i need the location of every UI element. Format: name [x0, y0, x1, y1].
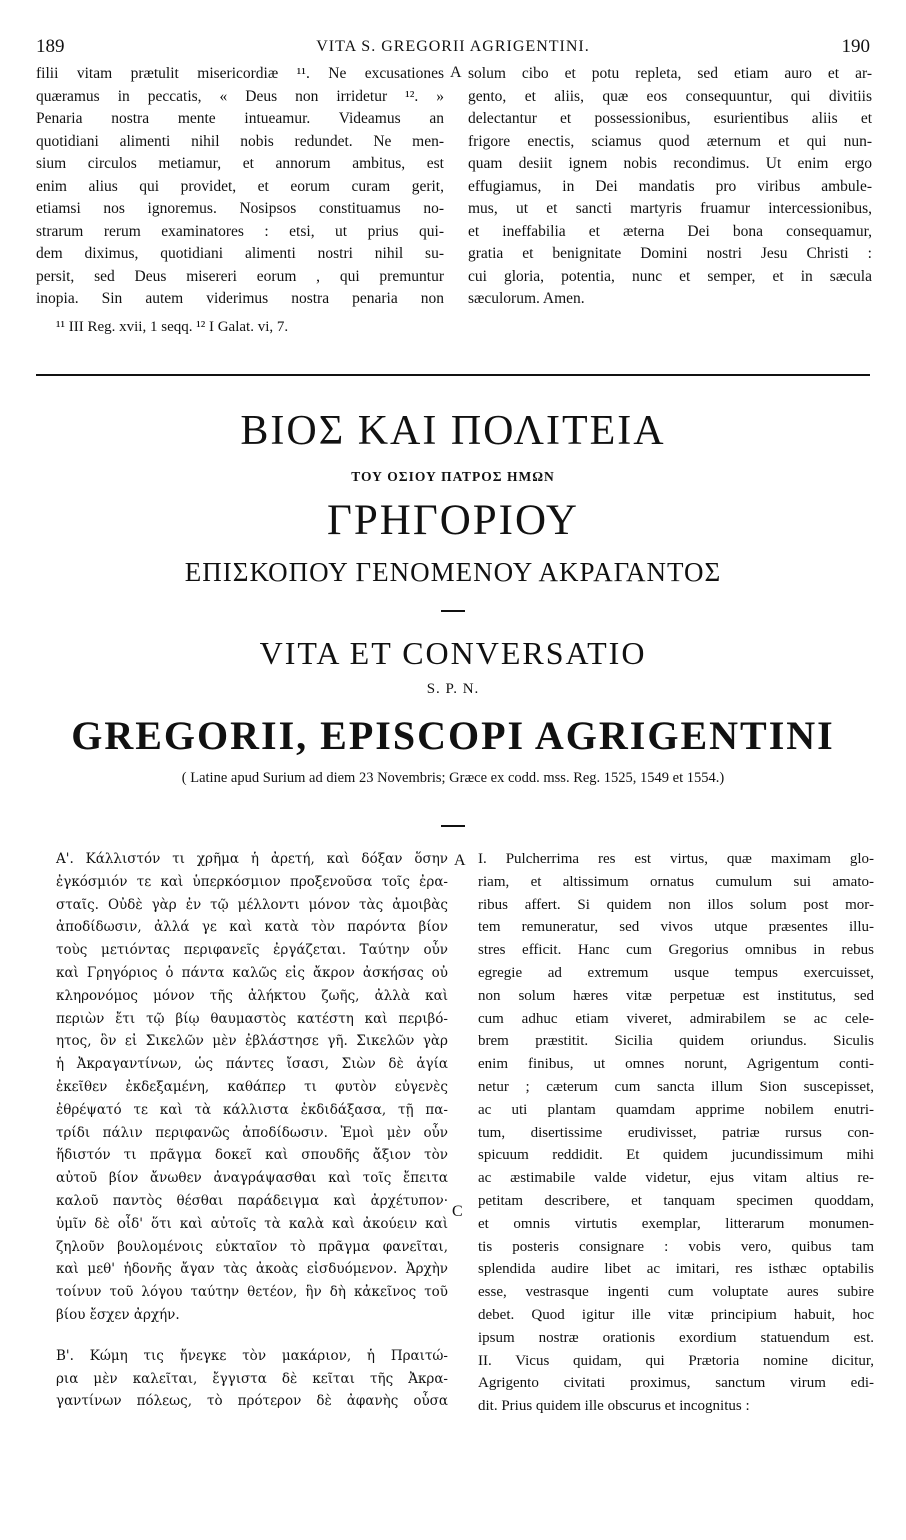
- text-line: delectantur et possessionibus, esurientibus aliis et: [468, 110, 872, 127]
- latin-subtitle: S. P. N.: [426, 681, 480, 697]
- text-line: κληρονόμος μόνον τῆς ἀλήκτου ζωῆς, ἀλλὰ καὶ: [56, 987, 448, 1004]
- text-line: ἥδιστόν τι πρᾶγμα δοκεῖ καὶ σπουδῆς ἄξιον τὸν: [56, 1147, 448, 1164]
- text-line: καὶ Γρηγόριος ὁ πάντα καλῶς εἰς ἄκρον ἀσκήσας οὐ: [56, 964, 448, 981]
- text-line: frigore enectis, sciamus quod æternum et qui nun-: [468, 132, 872, 150]
- margin-marker-a-body: A: [454, 852, 466, 869]
- text-line: ἀποδίδωσιν, ἀλλά γε καὶ κατὰ τὸν παρόντα βίον: [56, 919, 448, 936]
- text-line: I. Pulcherrima res est virtus, quæ maximam glo-: [478, 851, 874, 867]
- text-line: egregie ad extremum usque tempus exercuisset,: [478, 964, 874, 981]
- text-line: sium circulos metiamur, et annorum ambitus, est: [36, 155, 444, 172]
- text-line: ητος, ὃν εἰ Σικελῶν μὲν ἐβλάστησε γῆ. Σικελῶν γὰρ: [56, 1033, 448, 1050]
- text-line: ἐγκόσμιόν τε καὶ ὑπερκόσμιον προξενοῦσα τοῖς ἐρα-: [56, 873, 448, 890]
- text-line: etiamsi nos ignoremus. Nosipsos constituamus no-: [36, 200, 444, 217]
- source-note: ( Latine apud Surium ad diem 23 Novembris; Græce ex codd. mss. Reg. 1525, 1549 et 1554.): [181, 770, 725, 786]
- text-line: persit, sed Deus misereri eorum , qui premuntur: [36, 267, 444, 285]
- text-line: ac uti plantam quamdam apprime nobilem enutri-: [478, 1101, 874, 1118]
- text-line: petitam describere, et tanquam specimen quoddam,: [478, 1192, 874, 1209]
- text-line: stres efficit. Hanc cum Gregorius omnibus in rebus: [478, 942, 874, 959]
- latin-main-title: VITA ET CONVERSATIO: [259, 635, 647, 671]
- text-line: Β'. Κώμη τις ἤνεγκε τὸν μακάριον, ἡ Πραιτώ-: [56, 1347, 448, 1364]
- latin-name-title: GREGORII, EPISCOPI AGRIGENTINI: [71, 713, 835, 758]
- text-line: ἐκεῖθεν ἐκδεξαμένη, καθάπερ τι φυτὸν εὐγενὲς: [56, 1078, 448, 1095]
- text-line: καλοῦ παντὸς θέσθαι παράδειγμα καὶ ἀρχέτυπον·: [56, 1192, 448, 1209]
- text-line: netur ; cæterum cum sancta illum Sion suscepisset,: [478, 1078, 874, 1095]
- text-line: σταῖς. Οὐδὲ γὰρ ἐν τῷ μέλλοντι μόνον τὰς ἀμοιβὰς: [56, 896, 448, 913]
- running-title: VITA S. GREGORII AGRIGENTINI.: [316, 38, 590, 55]
- running-header: [36, 36, 870, 58]
- text-line: τρίδι πάλιν περιφανῶς ἀποδίδωσιν. Ἐμοὶ μὲν οὖν: [56, 1124, 448, 1141]
- text-line: βίου ἔσχεν ἀρχήν.: [56, 1306, 180, 1323]
- text-line: ribus affert. Si quidem non illos solum post mor-: [478, 896, 874, 913]
- text-line: enim finibus, ut omnes norunt, Agrigentum conti-: [478, 1056, 874, 1073]
- text-line: enim alius qui providet, et eorum curam gerit,: [36, 177, 444, 195]
- text-line: non solum hæres vitæ perpetuæ est institutus, sed: [478, 987, 874, 1004]
- text-line: τοίνυν τοῦ λόγου ταύτην θετέον, ἣν δὴ κἀκεῖνος τοῦ: [56, 1284, 448, 1301]
- text-line: riam, et altissimum ornatus cumulum sui amato-: [478, 873, 874, 890]
- text-line: Α'. Κάλλιστόν τι χρῆμα ἡ ἀρετή, καὶ δόξαν ὅσην: [56, 851, 448, 867]
- text-line: ἐθρέψατό τε καὶ τὰ κάλλιστα ἐκδιδάξασα, τῇ πα-: [56, 1101, 448, 1118]
- text-line: cui gloria, potentia, nunc et semper, et in sæcula: [468, 267, 872, 285]
- text-line: sæculorum. Amen.: [468, 290, 585, 307]
- margin-marker-a-top: A: [450, 64, 462, 81]
- text-line: quam desiit ignem nobis recondimus. Ut enim ergo: [468, 155, 872, 172]
- text-line: effugiamus, in Dei mandatis pro viribus ambule-: [468, 177, 872, 195]
- text-line: καὶ μεθ' ἡδονῆς ἄγαν τὰς ἀκοὰς εἰσδυόμενον. Ἀρχὴν: [56, 1261, 448, 1278]
- margin-marker-c-body: C: [452, 1203, 463, 1220]
- text-line: brem præstitit. Sicilia quidem oriundus. Siculis: [478, 1033, 874, 1050]
- text-line: filii vitam prætulit misericordiæ ¹¹. Ne excusationes: [36, 65, 444, 82]
- top-left-column: [36, 63, 444, 337]
- text-line: περιὼν ἔτι τῷ βίῳ θαυμαστὸς κατέστη καὶ περιβό-: [56, 1010, 448, 1027]
- text-line: spicuum reddidit. Et quidem jucundissimum mihi: [478, 1147, 874, 1164]
- greek-main-title: ΒΙΟΣ ΚΑΙ ΠΟΛΙΤΕΙΑ: [240, 408, 666, 454]
- text-line: et ineffabilia et æterna Dei bona consequamur,: [468, 222, 872, 240]
- body-greek-column: [56, 848, 448, 1413]
- text-line: ac æstimabile valde videtur, ejus vitam altius re-: [478, 1170, 874, 1187]
- text-line: debet. Quod igitur ille vitæ principium habuit, hoc: [478, 1306, 874, 1323]
- text-line: ipsum nostræ orationis exordium statuendum est.: [478, 1329, 874, 1346]
- text-line: gratia et benignitate Domini nostri Jesu Christi :: [468, 245, 872, 262]
- text-line: esse, vestrasque ingenti cum voluptate aures subire: [478, 1284, 874, 1301]
- text-line: strarum rerum examinatores : etsi, ut prius qui-: [36, 222, 444, 240]
- page-number-right: 190: [841, 36, 870, 57]
- section-divider-rule: [36, 374, 870, 376]
- text-line: inopia. Sin autem viderimus nostra penaria non: [36, 290, 444, 307]
- greek-episcopal-title: ΕΠΙΣΚΟΠΟΥ ΓΕΝΟΜΕΝΟΥ ΑΚΡΑΓΑΝΤΟΣ: [184, 557, 722, 587]
- text-line: ὑμῖν δὲ οἶδ' ὅτι καὶ αὐτοῖς τὰ καλὰ καὶ ἀκούειν καὶ: [56, 1215, 448, 1232]
- text-line: tum, disertissime erudivisset, patriæ rursus con-: [478, 1124, 874, 1141]
- text-line: τοὺς μετιόντας περιφανεῖς ἐργάζεται. Ταύτην οὖν: [56, 942, 448, 959]
- text-line: quæramus in peccatis, « Deus non irridetur ¹². »: [36, 87, 444, 105]
- text-line: Agrigento civitati proximus, sanctum virum edi-: [478, 1375, 874, 1392]
- text-line: mus, ut et sancti martyris fruamur intercessionibus,: [468, 200, 872, 217]
- text-line: ρια μὲν καλεῖται, ἔγγιστα δὲ κεῖται τῆς Ἀκρα-: [56, 1370, 448, 1387]
- text-line: splendida audire libet ac imitari, res isthæc optabilis: [478, 1261, 874, 1278]
- greek-subtitle: ΤΟΥ ΟΣΙΟΥ ΠΑΤΡΟΣ ΗΜΩΝ: [351, 469, 555, 484]
- text-line: Penaria nostra mente intueamur. Videamus an: [36, 110, 444, 127]
- text-line: ἡ Ἀκραγαντίνων, ὡς πάντες ἴσασι, Σιὼν δὲ ἁγία: [56, 1056, 448, 1073]
- paragraph-gap: [56, 1327, 448, 1345]
- text-line: gento, et aliis, quæ eos consequuntur, qui divitiis: [468, 87, 872, 105]
- text-line: tis posteris consignare : vobis vero, quibus tam: [478, 1238, 874, 1255]
- top-right-column: [468, 63, 872, 311]
- title-dash-1: [441, 610, 465, 612]
- text-line: αὐτοῦ βίον ἄνωθεν ἀναγράψασθαι καὶ τοῖς ἔπειτα: [56, 1170, 448, 1187]
- title-dash-2: [441, 825, 465, 827]
- footnote: ¹¹ III Reg. xvii, 1 seqq. ¹² I Galat. vi, 7.: [56, 318, 289, 335]
- page-number-left: 189: [36, 36, 65, 57]
- greek-name-title: ΓΡΗΓΟΡΙΟΥ: [327, 497, 579, 544]
- text-line: γαντίνων πόλεως, τὸ πρότερον δὲ ἀφανὴς οὖσα: [56, 1393, 448, 1410]
- text-line: quotidiani alimenti nihil nobis redundet. Ne men-: [36, 132, 444, 150]
- text-line: II. Vicus quidam, qui Prætoria nomine dicitur,: [478, 1352, 874, 1369]
- text-line: dem diximus, quotidiani alimenti nostri nihil su-: [36, 245, 444, 262]
- text-line: et omnis virtutis exemplar, litterarum monumen-: [478, 1215, 874, 1232]
- text-line: ζηλοῦν βουλομένοις εὐκταῖον τὸ πρᾶγμα φανεῖται,: [56, 1238, 448, 1255]
- text-line: tem remuneratur, sed vivos utque præsentes illu-: [478, 919, 874, 936]
- text-line: dit. Prius quidem ille obscurus et incognitus :: [478, 1398, 750, 1415]
- text-line: solum cibo et potu repleta, sed etiam auro et ar-: [468, 65, 872, 82]
- body-latin-column: [478, 848, 874, 1418]
- text-line: cum adhuc etiam viveret, admirabilem se ac cele-: [478, 1010, 874, 1027]
